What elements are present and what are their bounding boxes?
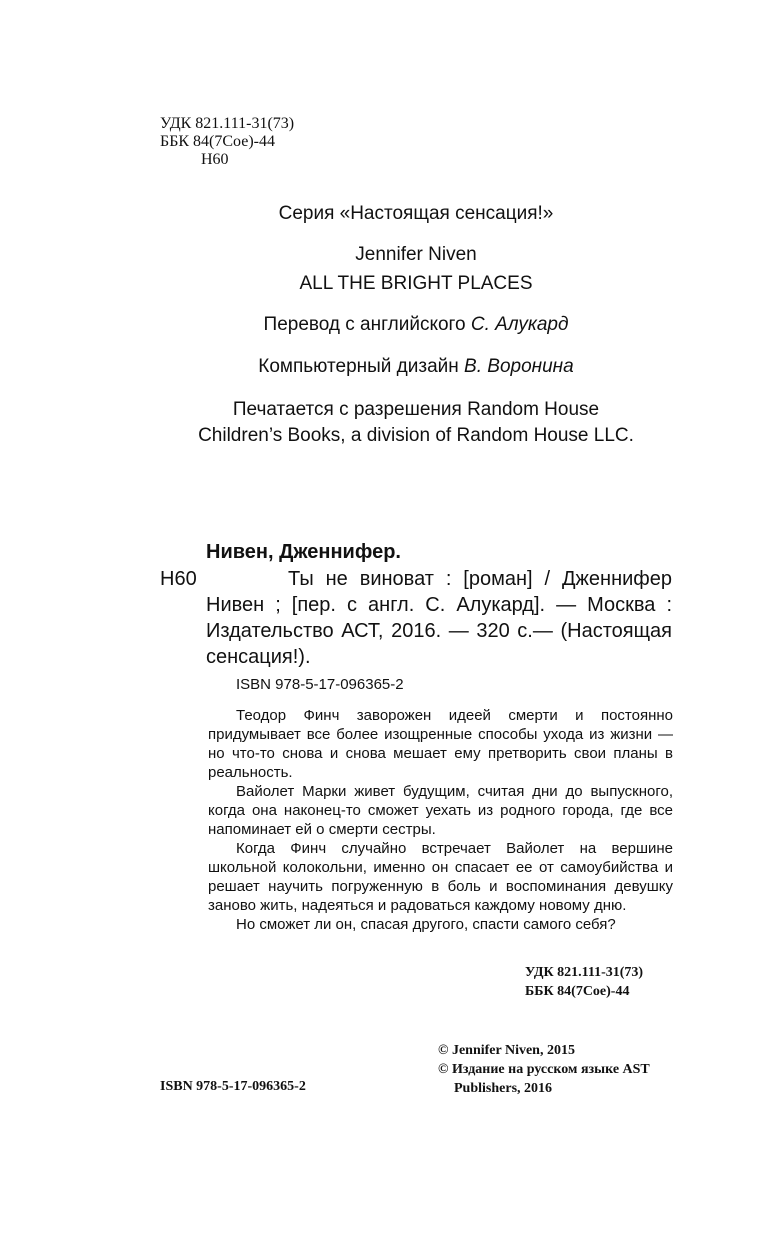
translation-credit bbox=[0, 314, 768, 336]
author-mark: Н60 bbox=[201, 151, 229, 168]
catalog-isbn: ISBN 978-5-17-096365-2 bbox=[236, 676, 404, 693]
design-credit bbox=[0, 356, 768, 378]
annotation-paragraph: Вайолет Марки живет будущим, считая дни до выпускного, когда она наконец-то сможет уехать из родного города, где все напоминает ей о смерти сестры. bbox=[208, 783, 673, 838]
design-prefix: Компьютерный дизайн bbox=[258, 356, 459, 377]
bottom-udk: УДК 821.111-31(73) bbox=[525, 965, 644, 980]
permission-notice bbox=[0, 397, 768, 449]
annotation-paragraph: Теодор Финч заворожен идеей смерти и постоянно придумывает все более изощренные способы ухода из жизни — но что-то снова и снова мешает ему претворить свои планы в реальность. bbox=[208, 707, 673, 781]
catalog-entry bbox=[160, 566, 672, 670]
catalog-author: Нивен, Дженнифер. bbox=[206, 541, 401, 563]
bottom-isbn: ISBN 978-5-17-096365-2 bbox=[160, 1079, 306, 1094]
translation-prefix: Перевод с английского bbox=[263, 314, 466, 335]
classification-codes bbox=[160, 115, 294, 169]
annotation-paragraph: Но сможет ли он, спасая другого, спасти самого себя? bbox=[236, 916, 616, 933]
bbk-code: ББК 84(7Сое)-44 bbox=[160, 133, 275, 150]
copyright-line-2: © Издание на русском языке AST bbox=[438, 1062, 650, 1077]
annotation bbox=[208, 706, 673, 934]
copyright-line-1: © Jennifer Niven, 2015 bbox=[438, 1043, 575, 1058]
permission-line-1: Печатается с разрешения Random House bbox=[232, 399, 600, 420]
original-title: ALL THE BRIGHT PLACES bbox=[299, 273, 533, 294]
copyright-block bbox=[438, 1041, 650, 1098]
bottom-bbk: ББК 84(7Сое)-44 bbox=[525, 984, 630, 999]
catalog-code: Н60 bbox=[160, 568, 197, 590]
udk-code: УДК 821.111-31(73) bbox=[160, 115, 295, 132]
annotation-paragraph: Когда Финч случайно встречает Вайолет на вершине школьной колокольни, именно он спасает ее от самоубийства и решает научить погруженную в боль и воспоминания девушку заново жить, надеяться и радоваться каждому новому дню. bbox=[208, 840, 673, 914]
catalog-description: Ты не виноват : [роман] / Дженнифер Нивен ; [пер. с англ. С. Алукард]. — Москва : Издательство АСТ, 2016. — 320 с.— (Настоящая сенсация!). bbox=[206, 568, 672, 668]
permission-line-2: Children’s Books, a division of Random House LLC. bbox=[198, 425, 634, 446]
bottom-classification-codes bbox=[525, 963, 643, 1001]
series-line: Серия «Настоящая сенсация!» bbox=[278, 203, 554, 224]
designer-name: В. Воронина bbox=[464, 356, 574, 377]
translator-name: С. Алукард bbox=[470, 314, 569, 335]
original-author: Jennifer Niven bbox=[355, 244, 477, 265]
copyright-line-3: Publishers, 2016 bbox=[454, 1081, 553, 1096]
